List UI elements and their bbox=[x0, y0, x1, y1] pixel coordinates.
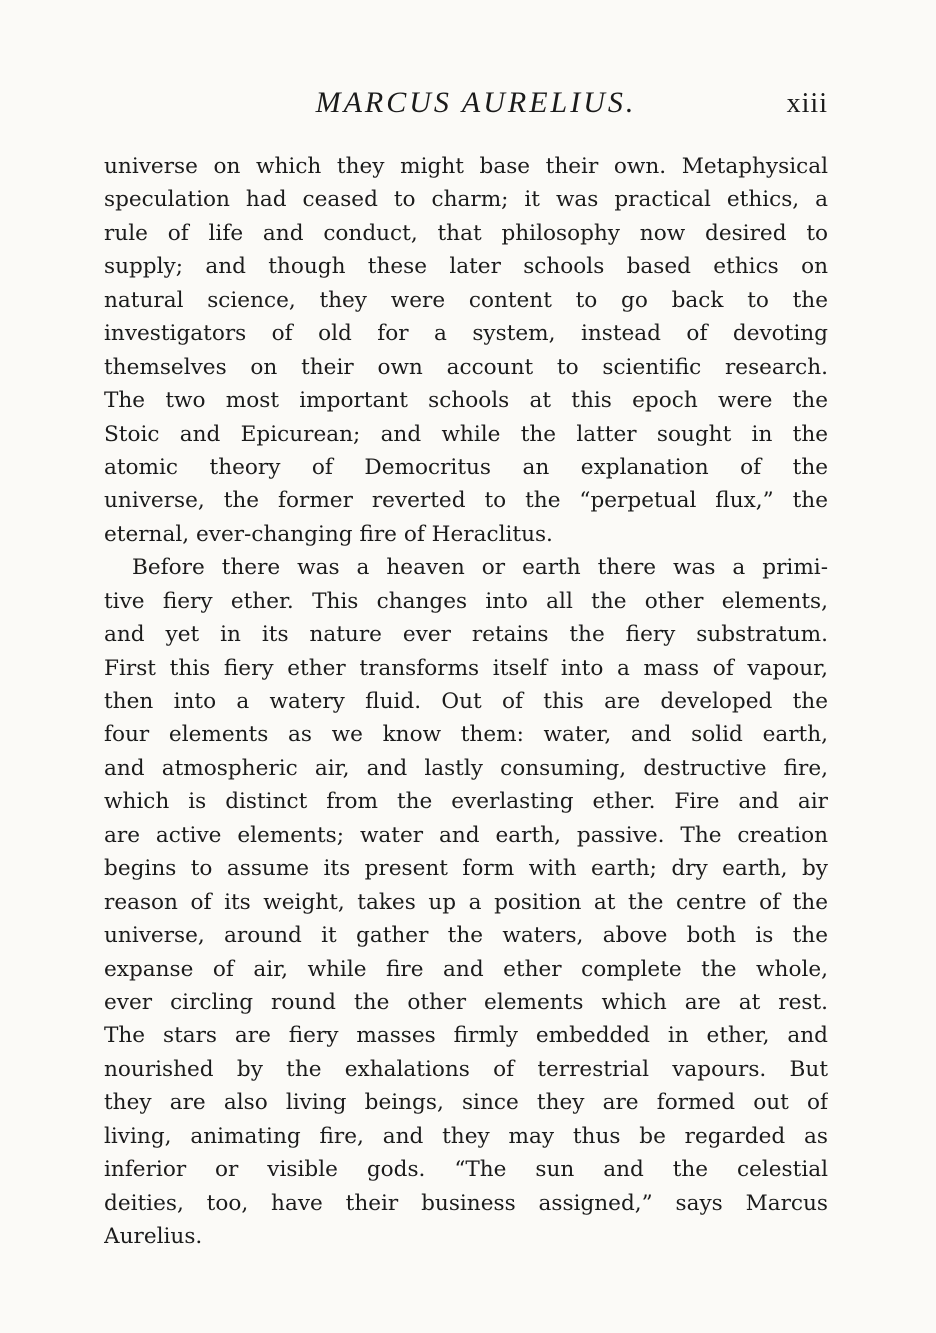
text-line: inferior or visible gods. “The sun and the celestial bbox=[104, 1157, 828, 1183]
text-line: Before there was a heaven or earth there was a primi- bbox=[132, 555, 828, 581]
text-line: Aurelius. bbox=[104, 1224, 203, 1249]
text-line: Stoic and Epicurean; and while the latter sought in the bbox=[104, 421, 828, 447]
text-line: living, animating fire, and they may thus be regarded as bbox=[104, 1123, 828, 1149]
text-line: The two most important schools at this epoch were the bbox=[104, 388, 828, 414]
text-line: speculation had ceased to charm; it was practical ethics, a bbox=[104, 187, 828, 213]
text-line: themselves on their own account to scientific research. bbox=[104, 354, 828, 380]
text-line: eternal, ever-changing fire of Heraclitus. bbox=[104, 521, 553, 547]
text-line: expanse of air, while fire and ether complete the whole, bbox=[104, 956, 828, 982]
running-title: MARCUS AURELIUS. bbox=[315, 86, 637, 119]
page-number: xiii bbox=[786, 88, 828, 119]
text-line: universe on which they might base their own. Metaphysical bbox=[104, 154, 828, 179]
text-line: reason of its weight, takes up a position at the centre of the bbox=[104, 889, 828, 915]
running-head bbox=[104, 86, 828, 126]
body-text bbox=[104, 150, 828, 1253]
text-line: nourished by the exhalations of terrestrial vapours. But bbox=[104, 1056, 828, 1082]
text-line: ever circling round the other elements which are at rest. bbox=[104, 989, 828, 1015]
text-line: rule of life and conduct, that philosophy now desired to bbox=[104, 220, 828, 246]
text-line: and atmospheric air, and lastly consuming, destructive fire, bbox=[104, 755, 828, 781]
text-line: and yet in its nature ever retains the fiery substratum. bbox=[104, 622, 828, 648]
text-line: four elements as we know them: water, and solid earth, bbox=[104, 722, 828, 748]
text-line: then into a watery fluid. Out of this are developed the bbox=[104, 689, 828, 714]
text-line: investigators of old for a system, instead of devoting bbox=[104, 321, 828, 347]
paragraph-2 bbox=[104, 551, 828, 1253]
text-line: which is distinct from the everlasting ether. Fire and air bbox=[104, 789, 828, 815]
text-line: natural science, they were content to go back to the bbox=[104, 287, 828, 313]
text-line: begins to assume its present form with earth; dry earth, by bbox=[104, 856, 828, 882]
text-line: atomic theory of Democritus an explanation of the bbox=[104, 454, 828, 480]
text-line: are active elements; water and earth, passive. The creation bbox=[104, 822, 828, 848]
text-line: universe, the former reverted to the “perpetual flux,” the bbox=[104, 488, 828, 514]
text-line: deities, too, have their business assigned,” says Marcus bbox=[104, 1190, 828, 1216]
text-line: universe, around it gather the waters, above both is the bbox=[104, 923, 828, 949]
text-line: First this fiery ether transforms itself into a mass of vapour, bbox=[104, 655, 828, 681]
text-line: they are also living beings, since they are formed out of bbox=[104, 1090, 828, 1116]
paragraph-1 bbox=[104, 150, 828, 551]
text-line: The stars are fiery masses firmly embedded in ether, and bbox=[104, 1023, 828, 1049]
text-line: supply; and though these later schools based ethics on bbox=[104, 254, 828, 280]
text-line: tive fiery ether. This changes into all the other elements, bbox=[104, 588, 828, 614]
